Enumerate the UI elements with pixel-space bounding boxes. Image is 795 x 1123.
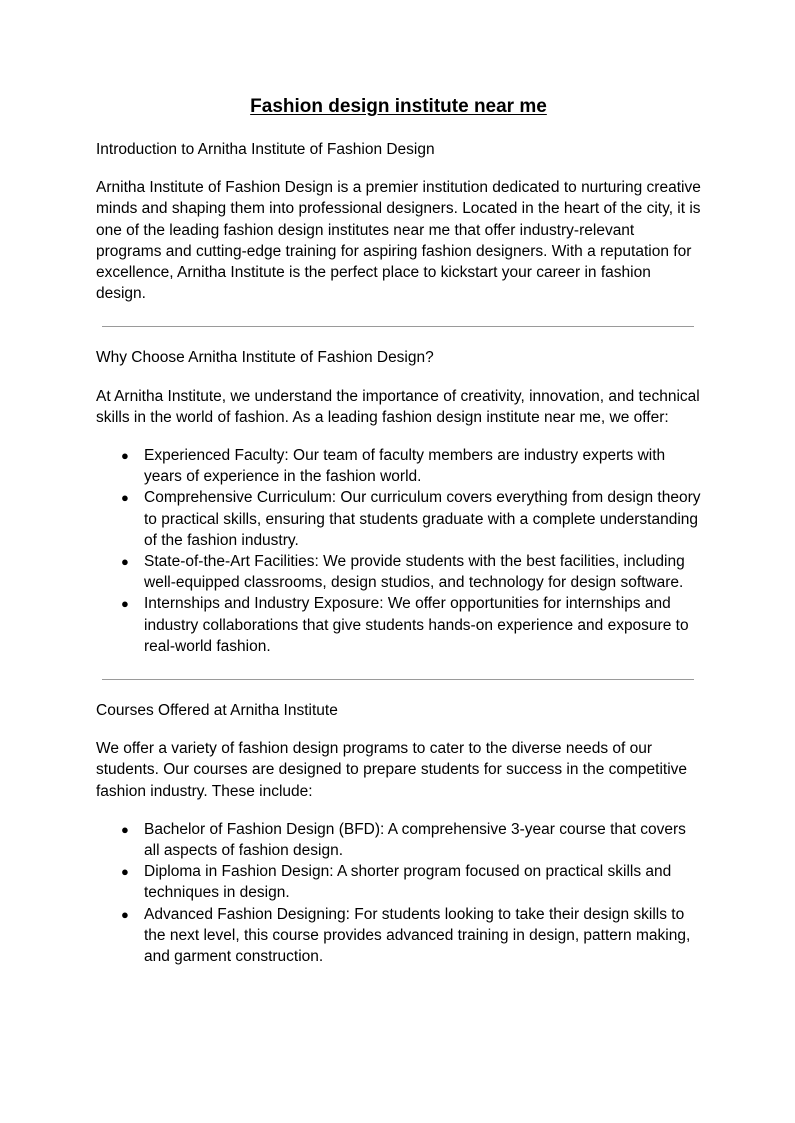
document-page — [96, 93, 701, 967]
bullet-icon: ● — [121, 490, 129, 506]
list-item-text: Bachelor of Fashion Design (BFD): A comprehensive 3-year course that covers all aspects of fashion design. — [144, 820, 686, 860]
bullet-icon: ● — [121, 448, 129, 464]
list-item-text: Comprehensive Curriculum: Our curriculum covers everything from design theory to practical skills, ensuring that students graduate with a complete understanding of the fashion industry. — [144, 489, 701, 549]
list-item — [96, 593, 701, 657]
bullet-list-courses — [96, 819, 701, 967]
bullet-icon: ● — [121, 596, 129, 612]
section-paragraph-why-choose: At Arnitha Institute, we understand the importance of creativity, innovation, and technical skills in the world of fashion. As a leading fashion design institute near me, we offer: — [96, 387, 700, 426]
horizontal-divider — [102, 679, 694, 680]
horizontal-divider — [102, 326, 694, 327]
list-item-text: State-of-the-Art Facilities: We provide students with the best facilities, including well-equipped classrooms, design studios, and technology for design software. — [144, 553, 685, 592]
bullet-icon: ● — [121, 821, 129, 837]
document-title: Fashion design institute near me — [250, 96, 547, 117]
section-heading-why-choose: Why Choose Arnitha Institute of Fashion Design? — [96, 349, 434, 367]
section-heading-courses: Courses Offered at Arnitha Institute — [96, 702, 338, 720]
list-item — [96, 819, 701, 861]
section-paragraph-introduction: Arnitha Institute of Fashion Design is a premier institution dedicated to nurturing creative minds and shaping them into professional designers. Located in the heart of the city, it is one of the leading fashion design institutes near me that offer industry-relevant programs and cutting-edge training for aspiring fashion designers. With a reputation for excellence, Arnitha Institute is the perfect place to kickstart your career in fashion design. — [96, 179, 701, 303]
bullet-icon: ● — [121, 554, 129, 570]
section-paragraph-courses: We offer a variety of fashion design programs to cater to the diverse needs of our students. Our courses are designed to prepare students for success in the competitive fashion industry. These include: — [96, 740, 688, 800]
section-heading-introduction: Introduction to Arnitha Institute of Fashion Design — [96, 141, 435, 158]
list-item-text: Experienced Faculty: Our team of faculty members are industry experts with years of experience in the fashion world. — [144, 447, 666, 486]
list-item — [96, 861, 701, 903]
bullet-list-why-choose — [96, 445, 701, 657]
list-item-text: Advanced Fashion Designing: For students looking to take their design skills to the next level, this course provides advanced training in design, pattern making, and garment construction. — [144, 905, 691, 966]
bullet-icon: ● — [121, 906, 129, 922]
bullet-icon: ● — [121, 864, 129, 880]
list-item — [96, 904, 701, 968]
list-item-text: Internships and Industry Exposure: We offer opportunities for internships and industry collaborations that give students hands-on experience and exposure to real-world fashion. — [144, 595, 689, 655]
list-item — [96, 445, 701, 487]
list-item — [96, 487, 701, 551]
list-item — [96, 551, 701, 593]
list-item-text: Diploma in Fashion Design: A shorter program focused on practical skills and techniques in design. — [144, 863, 672, 902]
